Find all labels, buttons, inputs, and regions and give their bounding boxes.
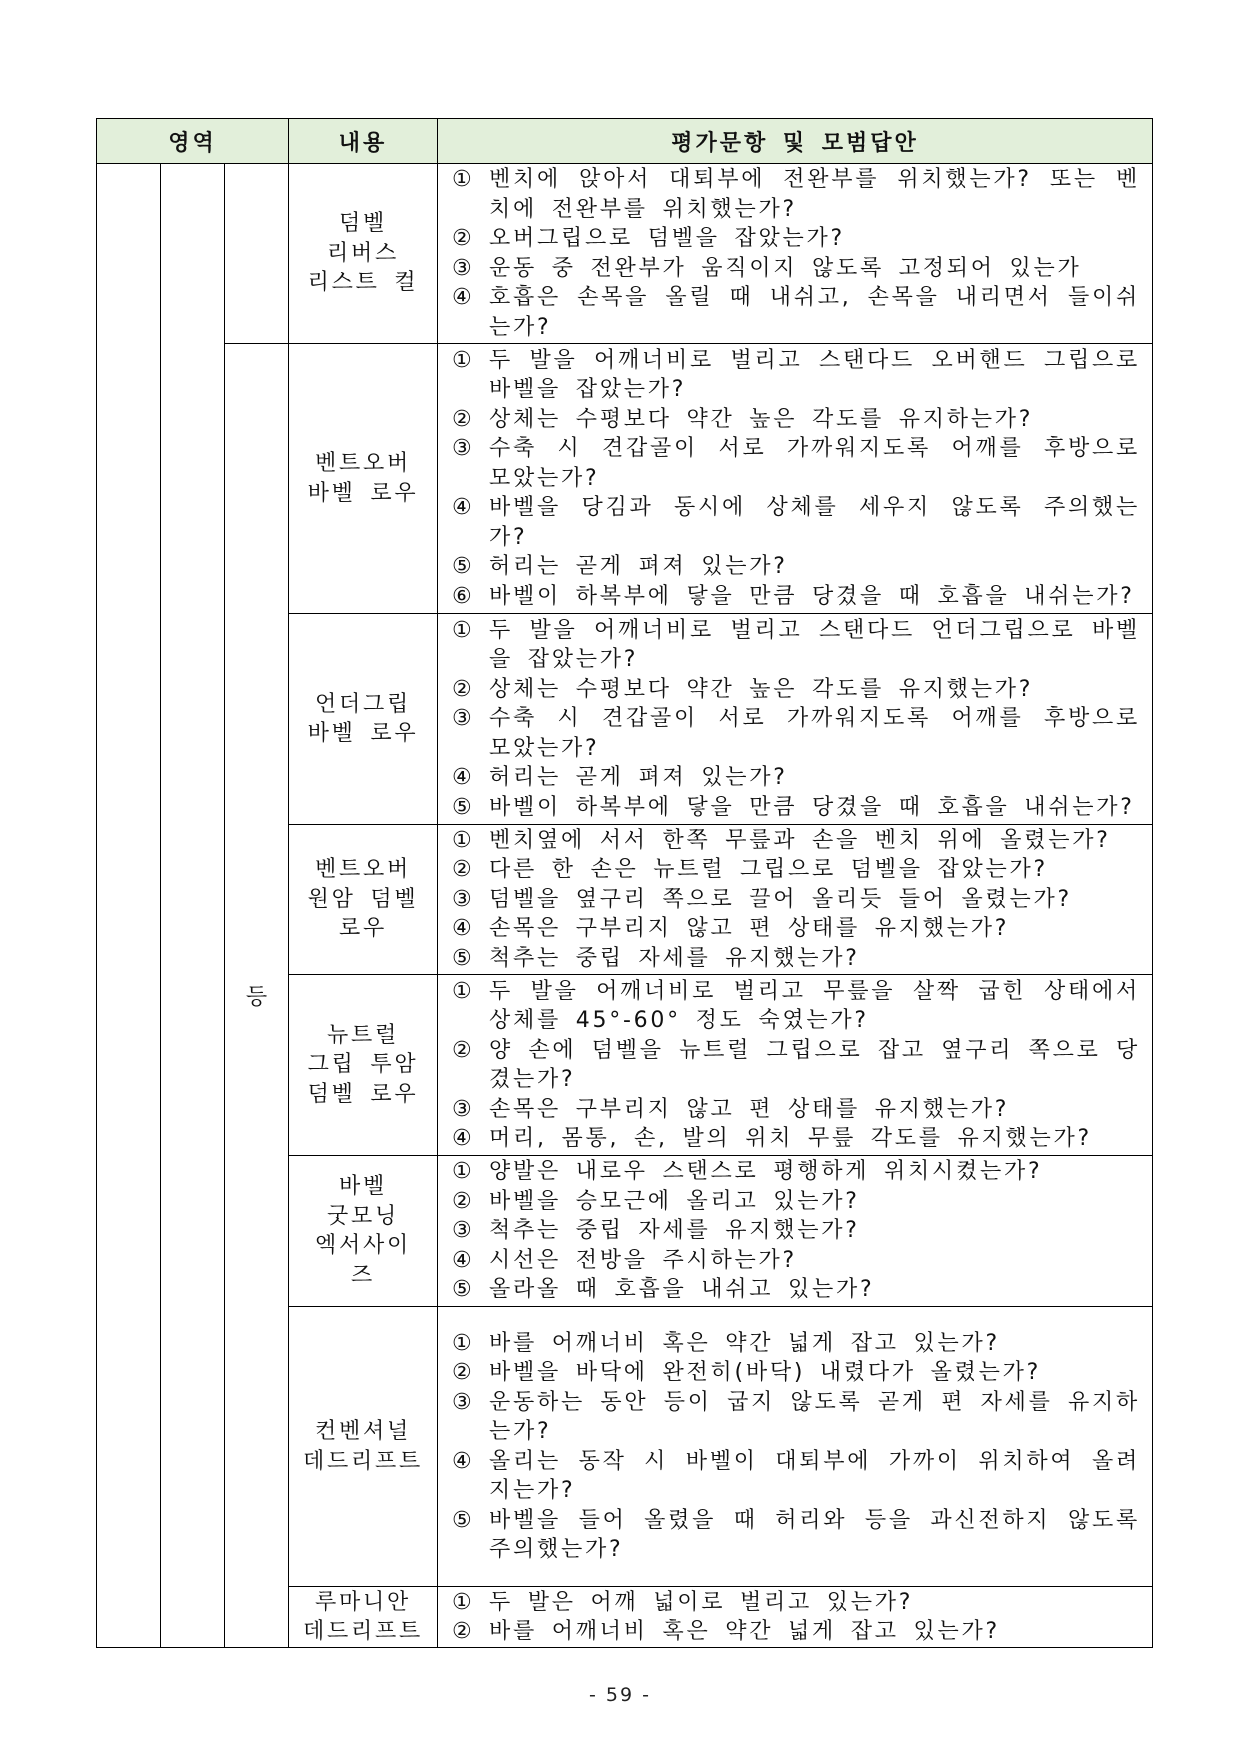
item-number: ④ xyxy=(452,1448,472,1474)
item-number: ② xyxy=(452,1619,472,1644)
criteria-item xyxy=(452,826,1140,856)
criteria-item xyxy=(452,254,1140,284)
area-column-1 xyxy=(97,164,161,1648)
item-number: ② xyxy=(452,1188,472,1214)
exercise-name-cell xyxy=(289,975,438,1156)
item-text: 바벨을 바닥에 완전히(바닥) 내렸다가 올렸는가? xyxy=(489,1360,1042,1385)
item-text: 오버그립으로 덤벨을 잡았는가? xyxy=(489,226,845,251)
item-number: ③ xyxy=(452,1096,472,1122)
item-text: 상체는 수평보다 약간 높은 각도를 유지하는가? xyxy=(489,406,1034,432)
item-text: 수축 시 견갑골이 서로 가까워지도록 어깨를 후방으로 모았는가? xyxy=(489,436,1140,491)
item-number: ① xyxy=(452,1159,472,1185)
criteria-item xyxy=(452,675,1140,705)
item-number: ① xyxy=(452,167,472,192)
exercise-name-cell xyxy=(289,164,438,344)
criteria-item xyxy=(452,793,1140,823)
area-category-cell xyxy=(225,344,289,1648)
item-number: ⑥ xyxy=(452,583,472,609)
item-number: ① xyxy=(452,347,472,373)
criteria-item xyxy=(452,1157,1140,1187)
criteria-item xyxy=(452,165,1140,224)
item-text: 두 발을 어깨너비로 벌리고 스탠다드 언더그립으로 바벨을 잡았는가? xyxy=(489,617,1140,673)
criteria-item xyxy=(452,1036,1140,1095)
item-number: ④ xyxy=(452,285,472,310)
criteria-item xyxy=(452,763,1140,793)
item-text: 바벨을 승모근에 올리고 있는가? xyxy=(489,1188,860,1214)
exercise-name-cell xyxy=(289,1156,438,1307)
criteria-list xyxy=(438,1307,1153,1587)
criteria-item xyxy=(452,346,1140,405)
area-column-2 xyxy=(161,164,225,1648)
item-number: ② xyxy=(452,1037,472,1063)
item-number: ③ xyxy=(452,886,472,912)
criteria-item xyxy=(452,1358,1140,1388)
evaluation-table xyxy=(96,118,1153,1648)
item-number: ④ xyxy=(452,916,472,942)
criteria-item xyxy=(452,1588,1140,1618)
item-text: 바를 어깨너비 혹은 약간 넓게 잡고 있는가? xyxy=(489,1330,1000,1356)
header-criteria: 평가문항 및 모범답안 xyxy=(438,119,1153,164)
item-number: ① xyxy=(452,978,472,1004)
exercise-name-cell xyxy=(289,825,438,975)
criteria-item xyxy=(452,493,1140,552)
item-text: 바를 어깨너비 혹은 약간 넓게 잡고 있는가? xyxy=(489,1619,1000,1644)
item-number: ③ xyxy=(452,1389,472,1415)
exercise-name-cell xyxy=(289,1307,438,1587)
exercise-name: 언더그립 바벨 로우 xyxy=(307,691,419,746)
item-text: 두 발을 어깨너비로 벌리고 스탠다드 오버핸드 그립으로 바벨을 잡았는가? xyxy=(489,347,1140,403)
item-text: 운동 중 전완부가 움직이지 않도록 고정되어 있는가 xyxy=(489,255,1082,281)
exercise-name: 벤트오버 원암 덤벨 로우 xyxy=(307,857,419,942)
item-number: ⑤ xyxy=(452,794,472,820)
item-text: 손목은 구부리지 않고 편 상태를 유지했는가? xyxy=(489,1096,1010,1122)
criteria-item xyxy=(452,1447,1140,1506)
exercise-name-cell xyxy=(289,1587,438,1648)
criteria-item xyxy=(452,1275,1140,1305)
item-text: 두 발을 어깨너비로 벌리고 무릎을 살짝 굽힌 상태에서 상체를 45°-60° 정도 숙였는가? xyxy=(489,978,1140,1033)
item-number: ① xyxy=(452,827,472,853)
item-number: ② xyxy=(452,857,472,883)
header-content: 내용 xyxy=(289,119,438,164)
item-text: 척추는 중립 자세를 유지했는가? xyxy=(489,1218,860,1244)
criteria-item xyxy=(452,582,1140,612)
item-text: 시선은 전방을 주시하는가? xyxy=(489,1247,797,1273)
criteria-item xyxy=(452,855,1140,885)
item-text: 호흡은 손목을 올릴 때 내쉬고, 손목을 내리면서 들이쉬는가? xyxy=(489,285,1140,340)
item-text: 바벨을 들어 올렸을 때 허리와 등을 과신전하지 않도록 주의했는가? xyxy=(489,1507,1140,1562)
criteria-list xyxy=(438,164,1153,344)
criteria-item xyxy=(452,914,1140,944)
item-text: 양발은 내로우 스탠스로 평행하게 위치시켰는가? xyxy=(489,1159,1043,1185)
exercise-name: 벤트오버 바벨 로우 xyxy=(307,451,419,506)
item-text: 벤치에 앉아서 대퇴부에 전완부를 위치했는가? 또는 벤치에 전완부를 위치했는가? xyxy=(489,167,1140,222)
item-number: ③ xyxy=(452,436,472,462)
criteria-item xyxy=(452,1329,1140,1359)
criteria-list xyxy=(438,1156,1153,1307)
criteria-list xyxy=(438,975,1153,1156)
item-number: ② xyxy=(452,676,472,702)
item-number: ① xyxy=(452,1589,472,1615)
item-number: ③ xyxy=(452,1218,472,1244)
exercise-name: 뉴트럴 그립 투암 덤벨 로우 xyxy=(307,1022,419,1107)
exercise-name: 바벨 굿모닝 엑서사이 즈 xyxy=(314,1174,411,1288)
item-number: ② xyxy=(452,226,472,251)
item-number: ④ xyxy=(452,1247,472,1273)
item-number: ⑤ xyxy=(452,945,472,971)
exercise-name: 컨벤셔널 데드리프트 xyxy=(302,1419,423,1474)
item-text: 손목은 구부리지 않고 편 상태를 유지했는가? xyxy=(489,916,1010,942)
criteria-item xyxy=(452,885,1140,915)
item-number: ① xyxy=(452,1330,472,1356)
criteria-item xyxy=(452,224,1140,254)
header-area: 영역 xyxy=(97,119,289,164)
criteria-item xyxy=(452,1617,1140,1647)
item-text: 두 발은 어깨 넓이로 벌리고 있는가? xyxy=(489,1589,914,1615)
criteria-item xyxy=(452,283,1140,342)
item-number: ③ xyxy=(452,255,472,281)
item-text: 바벨을 당김과 동시에 상체를 세우지 않도록 주의했는가? xyxy=(489,495,1140,550)
item-text: 올라올 때 호흡을 내쉬고 있는가? xyxy=(489,1277,875,1303)
criteria-item xyxy=(452,944,1140,974)
criteria-item xyxy=(452,552,1140,582)
item-text: 상체는 수평보다 약간 높은 각도를 유지했는가? xyxy=(489,676,1034,702)
item-text: 다른 한 손은 뉴트럴 그립으로 덤벨을 잡았는가? xyxy=(489,857,1048,883)
item-number: ② xyxy=(452,406,472,432)
item-text: 머리, 몸통, 손, 발의 위치 무릎 각도를 유지했는가? xyxy=(489,1126,1092,1151)
exercise-name-cell xyxy=(289,614,438,825)
item-text: 허리는 곧게 펴져 있는가? xyxy=(489,765,788,791)
criteria-item xyxy=(452,1187,1140,1217)
criteria-list xyxy=(438,344,1153,614)
criteria-item xyxy=(452,405,1140,435)
criteria-item xyxy=(452,616,1140,675)
criteria-item xyxy=(452,434,1140,493)
criteria-item xyxy=(452,977,1140,1036)
item-text: 허리는 곧게 펴져 있는가? xyxy=(489,554,788,580)
criteria-item xyxy=(452,1124,1140,1154)
area-category-label: 등 xyxy=(245,985,268,1010)
criteria-list xyxy=(438,825,1153,975)
criteria-item xyxy=(452,1095,1140,1125)
item-text: 덤벨을 옆구리 쪽으로 끌어 올리듯 들어 올렸는가? xyxy=(489,886,1072,912)
item-number: ④ xyxy=(452,495,472,521)
criteria-item xyxy=(452,704,1140,763)
item-text: 올리는 동작 시 바벨이 대퇴부에 가까이 위치하여 올려지는가? xyxy=(489,1448,1140,1503)
item-text: 바벨이 하복부에 닿을 만큼 당겼을 때 호흡을 내쉬는가? xyxy=(489,794,1135,820)
criteria-list xyxy=(438,1587,1153,1648)
item-text: 척추는 중립 자세를 유지했는가? xyxy=(489,945,860,971)
item-number: ④ xyxy=(452,765,472,791)
item-number: ④ xyxy=(452,1126,472,1151)
criteria-list xyxy=(438,614,1153,825)
item-number: ① xyxy=(452,617,472,643)
exercise-name: 덤벨 리버스 리스트 컬 xyxy=(307,211,419,296)
item-number: ⑤ xyxy=(452,1507,472,1533)
item-text: 수축 시 견갑골이 서로 가까워지도록 어깨를 후방으로 모았는가? xyxy=(489,706,1140,761)
item-number: ③ xyxy=(452,706,472,732)
criteria-item xyxy=(452,1506,1140,1565)
item-number: ⑤ xyxy=(452,554,472,580)
item-text: 운동하는 동안 등이 굽지 않도록 곧게 편 자세를 유지하는가? xyxy=(489,1389,1140,1444)
item-number: ② xyxy=(452,1360,472,1385)
item-text: 벤치옆에 서서 한쪽 무릎과 손을 벤치 위에 올렸는가? xyxy=(489,827,1111,853)
item-text: 바벨이 하복부에 닿을 만큼 당겼을 때 호흡을 내쉬는가? xyxy=(489,583,1135,609)
item-number: ⑤ xyxy=(452,1277,472,1303)
criteria-item xyxy=(452,1388,1140,1447)
exercise-name-cell xyxy=(289,344,438,614)
criteria-item xyxy=(452,1216,1140,1246)
item-text: 양 손에 덤벨을 뉴트럴 그립으로 잡고 옆구리 쪽으로 당겼는가? xyxy=(489,1037,1140,1092)
page-number: - 59 - xyxy=(589,1684,651,1706)
area-subcategory-blank xyxy=(225,164,289,344)
criteria-item xyxy=(452,1246,1140,1276)
exercise-name: 루마니안 데드리프트 xyxy=(302,1589,423,1644)
